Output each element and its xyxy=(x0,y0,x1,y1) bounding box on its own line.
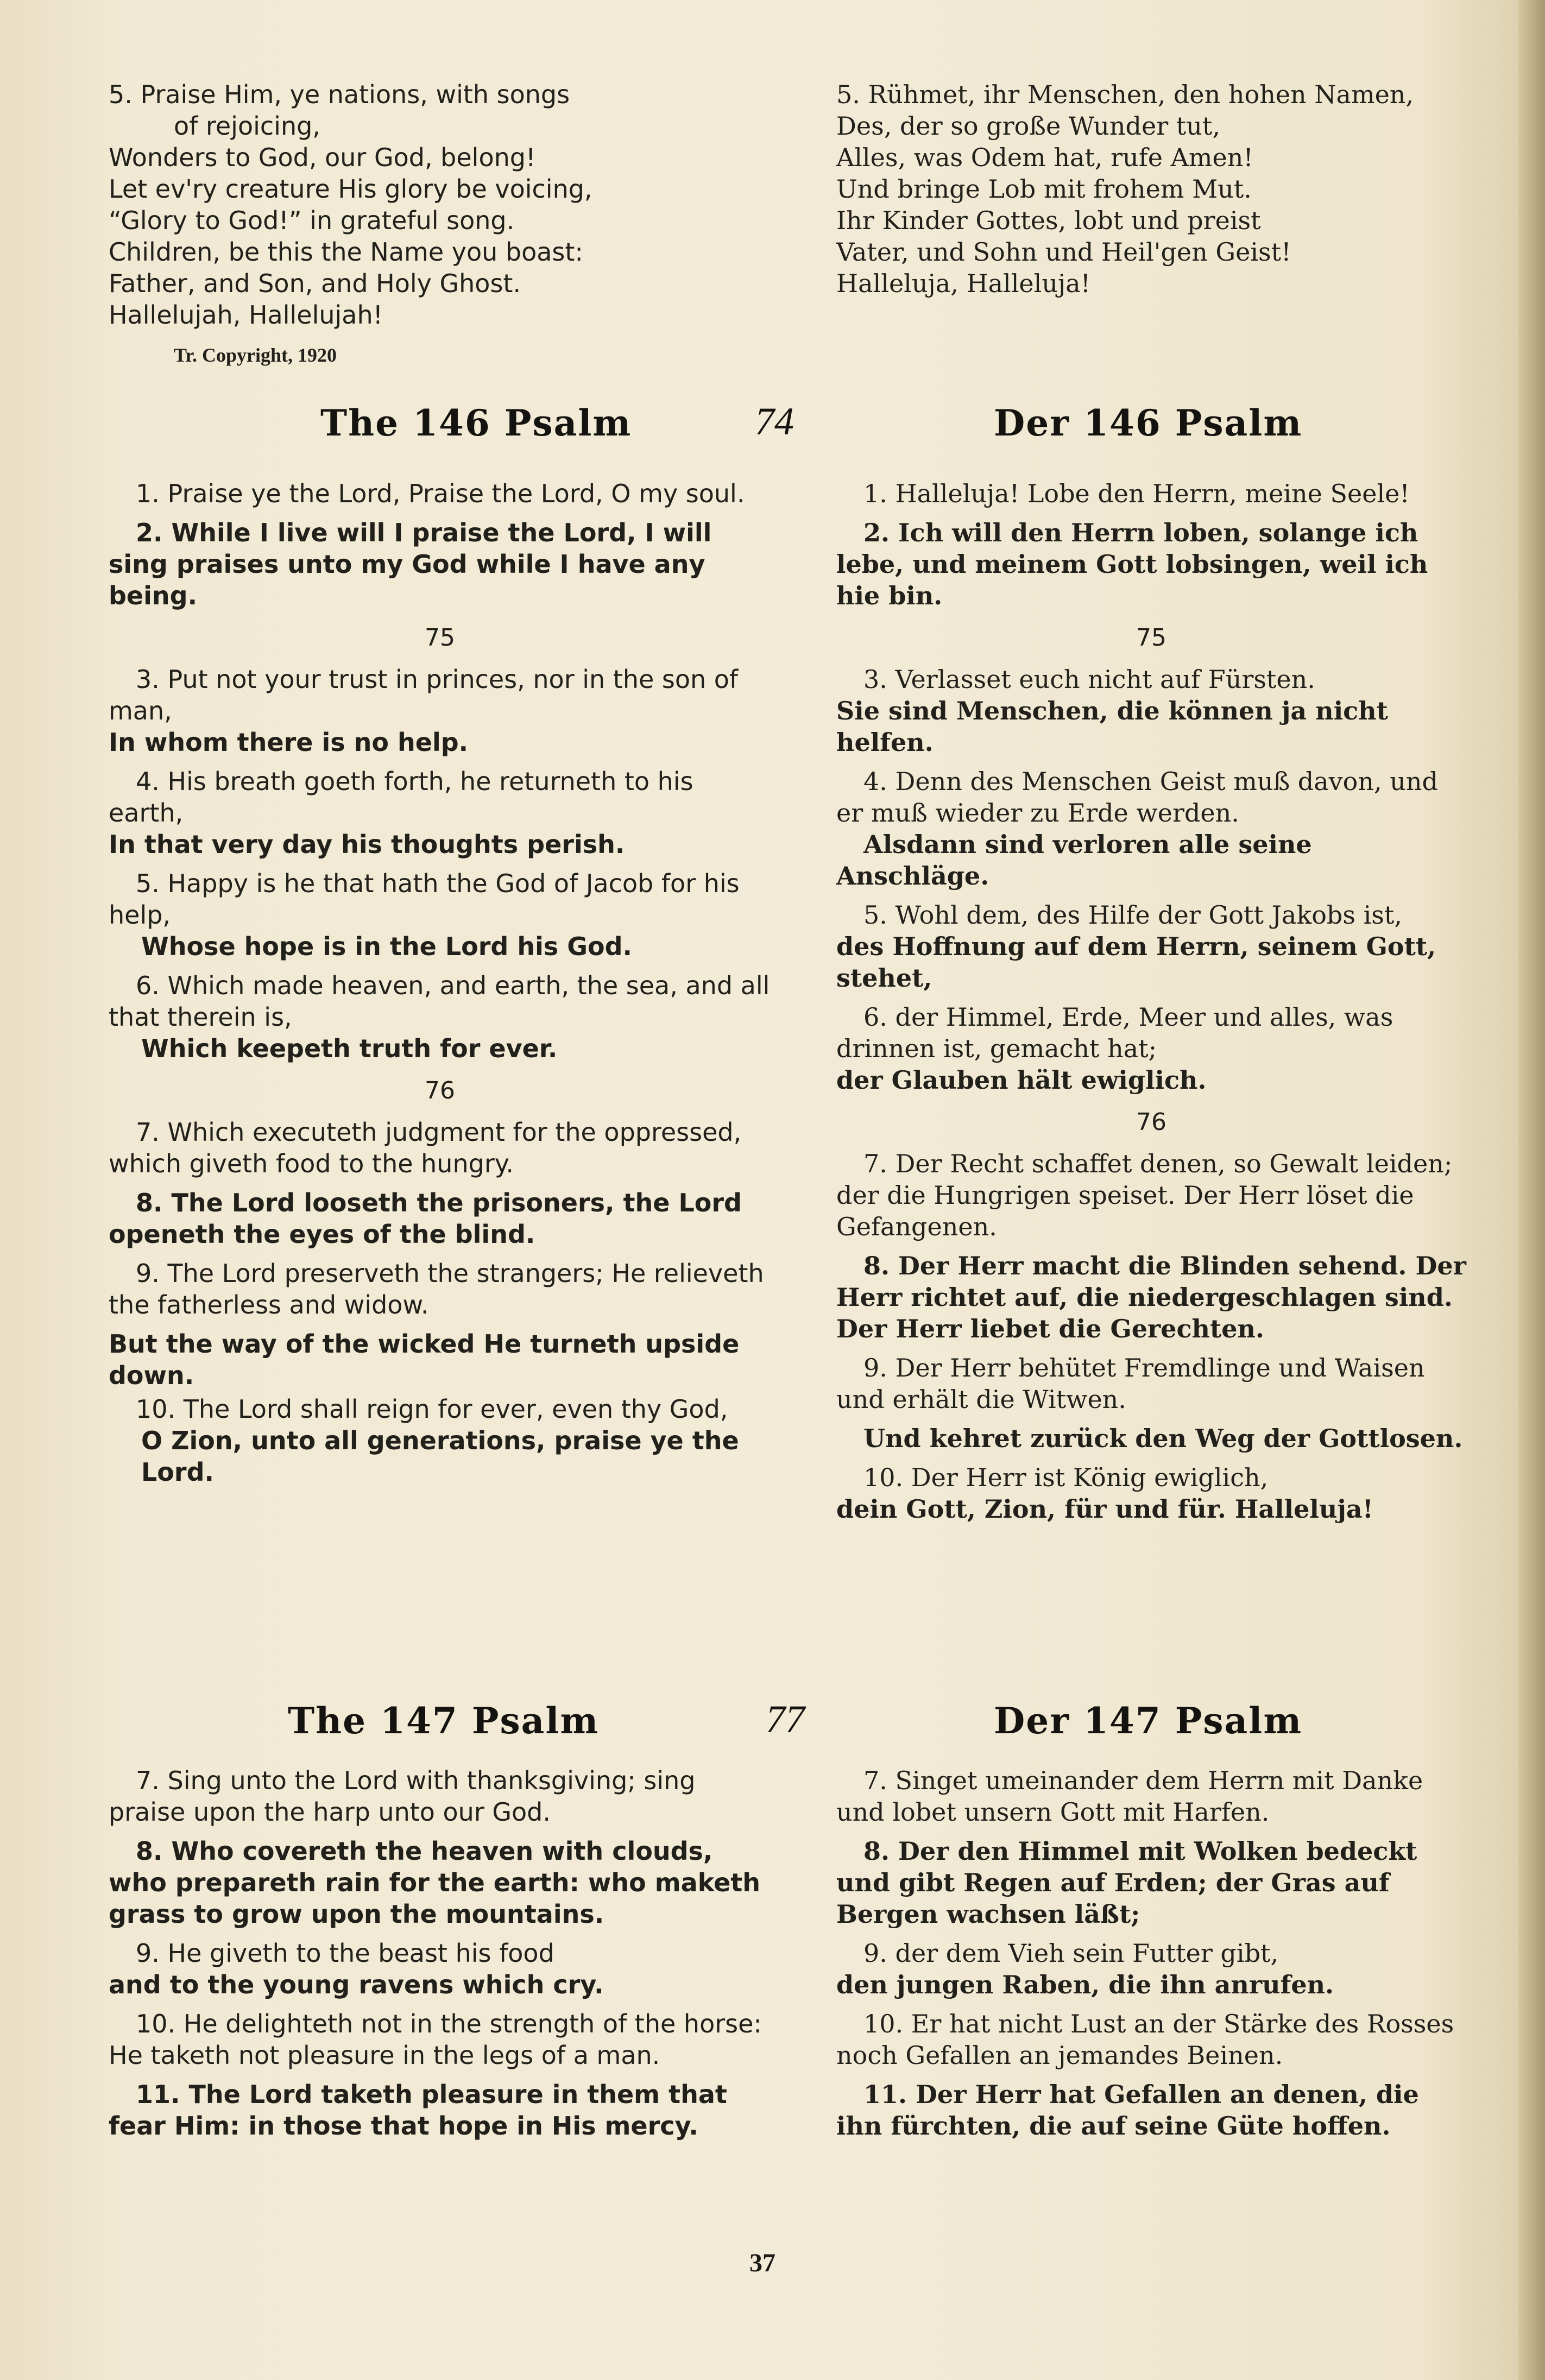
verse: 11. The Lord taketh pleasure in them that fear Him: in those that hope in His mercy. xyxy=(109,2080,727,2141)
psalm-146-title-english: The 146 Psalm xyxy=(320,402,632,444)
verse: 10. Er hat nicht Lust an der Stärke des Rosses noch Gefallen an jemandes Beinen. xyxy=(836,2009,1454,2070)
verse: 8. Who covereth the heaven with clouds, who prepareth rain for the earth: who maketh grass to grow upon the mountains. xyxy=(109,1836,760,1929)
verse: 9. der dem Vieh sein Futter gibt, xyxy=(863,1939,1279,1968)
verse: 3. Verlasset euch nicht auf Fürsten. xyxy=(863,665,1315,694)
text-line: Wonders to God, our God, belong! xyxy=(109,143,536,172)
text-line: Children, be this the Name you boast: xyxy=(109,237,583,267)
section-number: 76 xyxy=(1136,1108,1166,1136)
text-line: Let ev'ry creature His glory be voicing, xyxy=(109,174,592,204)
verse: 6. Which made heaven, and earth, the sea, and all that therein is, xyxy=(109,971,770,1032)
text-line: Vater, und Sohn und Heil'gen Geist! xyxy=(836,237,1291,267)
section-number: 75 xyxy=(425,624,455,652)
verse: 10. Der Herr ist König ewiglich, xyxy=(863,1463,1269,1492)
psalm-146-number: 74 xyxy=(755,400,794,443)
verse: 5. Wohl dem, des Hilfe der Gott Jakobs ist, xyxy=(863,900,1403,930)
text-line: Des, der so große Wunder tut, xyxy=(836,111,1221,141)
text-line: 5. Praise Him, ye nations, with songs xyxy=(109,80,570,109)
text-line: Halleluja, Halleluja! xyxy=(836,269,1091,298)
psalm-147-english xyxy=(109,1765,771,2149)
text-line: 5. Rühmet, ihr Menschen, den hohen Namen, xyxy=(836,80,1414,109)
text-line: Alles, was Odem hat, rufe Amen! xyxy=(836,143,1253,172)
verse: 7. Der Recht schaffet denen, so Gewalt leiden; der die Hungrigen speiset. Der Herr löset die Gefangenen. xyxy=(836,1149,1453,1241)
verse: des Hoffnung auf dem Herrn, seinem Gott, stehet, xyxy=(836,932,1436,993)
top-german-verse xyxy=(836,79,1466,299)
verse: In whom there is no help. xyxy=(109,728,469,757)
top-english-verse xyxy=(109,79,771,371)
verse: den jungen Raben, die ihn anrufen. xyxy=(836,1970,1334,1999)
verse: Whose hope is in the Lord his God. xyxy=(141,932,633,961)
page-number: 37 xyxy=(749,2249,775,2277)
verse: 7. Sing unto the Lord with thanksgiving; sing praise upon the harp unto our God. xyxy=(109,1766,696,1827)
verse: 9. Der Herr behütet Fremdlinge und Waisen und erhält die Witwen. xyxy=(836,1353,1425,1414)
copyright-note: Tr. Copyright, 1920 xyxy=(174,344,337,366)
verse: Sie sind Menschen, die können ja nicht helfen. xyxy=(836,696,1388,757)
verse: 2. Ich will den Herrn loben, solange ich lebe, und meinem Gott lobsingen, weil ich hie bin. xyxy=(836,518,1428,610)
verse: 10. The Lord shall reign for ever, even thy God, xyxy=(136,1394,728,1424)
verse: 7. Which executeth judgment for the oppressed, which giveth food to the hungry. xyxy=(109,1118,742,1178)
verse: Und kehret zurück den Weg der Gottlosen. xyxy=(863,1424,1463,1453)
text-line: “Glory to God!” in grateful song. xyxy=(109,206,515,235)
verse: 4. Denn des Menschen Geist muß davon, und er muß wieder zu Erde werden. xyxy=(836,767,1438,828)
verse: But the way of the wicked He turneth upside down. xyxy=(109,1329,740,1390)
verse: In that very day his thoughts perish. xyxy=(109,830,625,859)
verse: 8. Der den Himmel mit Wolken bedeckt und gibt Regen auf Erden; der Gras auf Bergen wachsen läßt; xyxy=(836,1836,1417,1929)
text-line: Und bringe Lob mit frohem Mut. xyxy=(836,174,1252,204)
verse: 1. Halleluja! Lobe den Herrn, meine Seele! xyxy=(863,479,1410,508)
verse: Alsdann sind verloren alle seine Anschläge. xyxy=(836,830,1312,891)
text-line: Ihr Kinder Gottes, lobt und preist xyxy=(836,206,1261,235)
verse: O Zion, unto all generations, praise ye the Lord. xyxy=(141,1426,739,1487)
text-line: Hallelujah, Hallelujah! xyxy=(109,300,383,330)
verse: 2. While I live will I praise the Lord, I will sing praises unto my God while I have any being. xyxy=(109,518,712,610)
verse: 4. His breath goeth forth, he returneth to his earth, xyxy=(109,767,693,828)
psalm-146-english xyxy=(109,478,771,1495)
verse: 9. The Lord preserveth the strangers; He relieveth the fatherless and widow. xyxy=(109,1259,764,1320)
verse: 11. Der Herr hat Gefallen an denen, die ihn fürchten, die auf seine Güte hoffen. xyxy=(836,2080,1419,2141)
text-line: of rejoicing, xyxy=(174,111,320,141)
psalm-147-title-english: The 147 Psalm xyxy=(288,1700,600,1742)
psalm-146-title-german: Der 146 Psalm xyxy=(994,402,1303,444)
verse: 5. Happy is he that hath the God of Jacob for his help, xyxy=(109,869,740,930)
verse: dein Gott, Zion, für und für. Halleluja! xyxy=(836,1494,1373,1524)
book-spine-edge xyxy=(1518,0,1545,2380)
verse: 10. He delighteth not in the strength of the horse: He taketh not pleasure in the legs of a man. xyxy=(109,2009,762,2070)
verse: 1. Praise ye the Lord, Praise the Lord, O my soul. xyxy=(136,479,745,508)
verse: 6. der Himmel, Erde, Meer und alles, was drinnen ist, gemacht hat; xyxy=(836,1002,1393,1063)
verse: 8. The Lord looseth the prisoners, the Lord openeth the eyes of the blind. xyxy=(109,1188,742,1249)
verse: 9. He giveth to the beast his food xyxy=(136,1939,554,1968)
verse: der Glauben hält ewiglich. xyxy=(836,1065,1207,1095)
section-number: 76 xyxy=(425,1077,455,1104)
verse: and to the young ravens which cry. xyxy=(109,1970,604,1999)
verse: 3. Put not your trust in princes, nor in the son of man, xyxy=(109,665,739,725)
psalm-147-title-german: Der 147 Psalm xyxy=(994,1700,1303,1742)
text-line: Father, and Son, and Holy Ghost. xyxy=(109,269,521,298)
psalm-147-number: 77 xyxy=(766,1697,805,1741)
verse: Which keepeth truth for ever. xyxy=(141,1034,558,1063)
verse: 7. Singet umeinander dem Herrn mit Danke und lobet unsern Gott mit Harfen. xyxy=(836,1766,1423,1827)
psalm-147-german xyxy=(836,1765,1466,2149)
verse: 8. Der Herr macht die Blinden sehend. Der Herr richtet auf, die niedergeschlagen sind. Der Herr liebet die Gerechten. xyxy=(836,1251,1466,1343)
section-number: 75 xyxy=(1136,624,1166,652)
psalm-146-german xyxy=(836,478,1466,1532)
